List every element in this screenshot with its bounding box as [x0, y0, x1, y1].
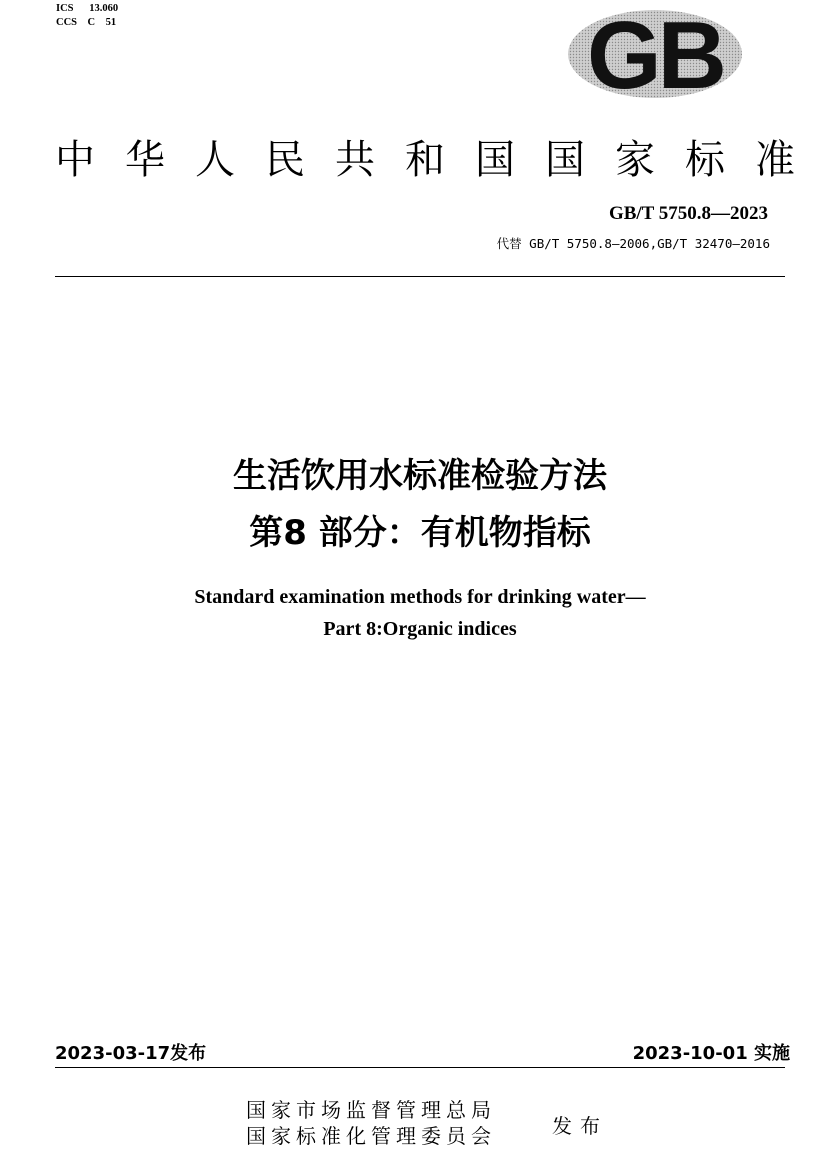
- ics-code: ICS 13.060: [56, 3, 119, 14]
- document-title-en-line2: Part 8:Organic indices: [323, 618, 517, 640]
- national-standard-title-char: 华: [125, 137, 165, 183]
- national-standard-title-char: 中: [55, 137, 95, 183]
- national-standard-title-char: 和: [405, 137, 445, 183]
- effective-date: 2023-10-01 实施: [632, 1043, 790, 1064]
- issue-word: 发布: [552, 1114, 608, 1138]
- national-standard-title: [55, 128, 795, 185]
- classification-codes: [56, 2, 118, 30]
- gb-logo-text: GB: [587, 8, 723, 100]
- issuer-line-2: 国家标准化管理委员会: [246, 1124, 496, 1148]
- gb-logo: [566, 8, 744, 100]
- header-divider: [55, 276, 785, 277]
- national-standard-title-char: 标: [685, 137, 725, 183]
- issuer-line-1: 国家市场监督管理总局: [246, 1098, 496, 1122]
- issuing-authorities: [246, 1097, 496, 1149]
- document-title-en-line1: Standard examination methods for drinking water—: [194, 586, 646, 608]
- national-standard-title-char: 家: [615, 137, 655, 183]
- national-standard-title-char: 国: [545, 137, 585, 183]
- replaces-standards: 代替 GB/T 5750.8—2006,GB/T 32470—2016: [496, 236, 770, 251]
- footer-divider: [55, 1067, 785, 1068]
- national-standard-title-char: 准: [755, 137, 795, 183]
- national-standard-title-char: 民: [265, 137, 305, 183]
- document-title-cn-line1: 生活饮用水标准检验方法: [233, 456, 607, 496]
- national-standard-title-char: 共: [335, 137, 375, 183]
- standard-number: GB/T 5750.8—2023: [608, 203, 768, 224]
- ccs-code: CCS C 51: [56, 17, 117, 28]
- publish-date: 2023-03-17发布: [55, 1043, 207, 1064]
- national-standard-title-char: 人: [195, 137, 235, 183]
- document-title-cn-line2: 第8 部分：有机物指标: [249, 513, 591, 553]
- national-standard-title-char: 国: [475, 137, 515, 183]
